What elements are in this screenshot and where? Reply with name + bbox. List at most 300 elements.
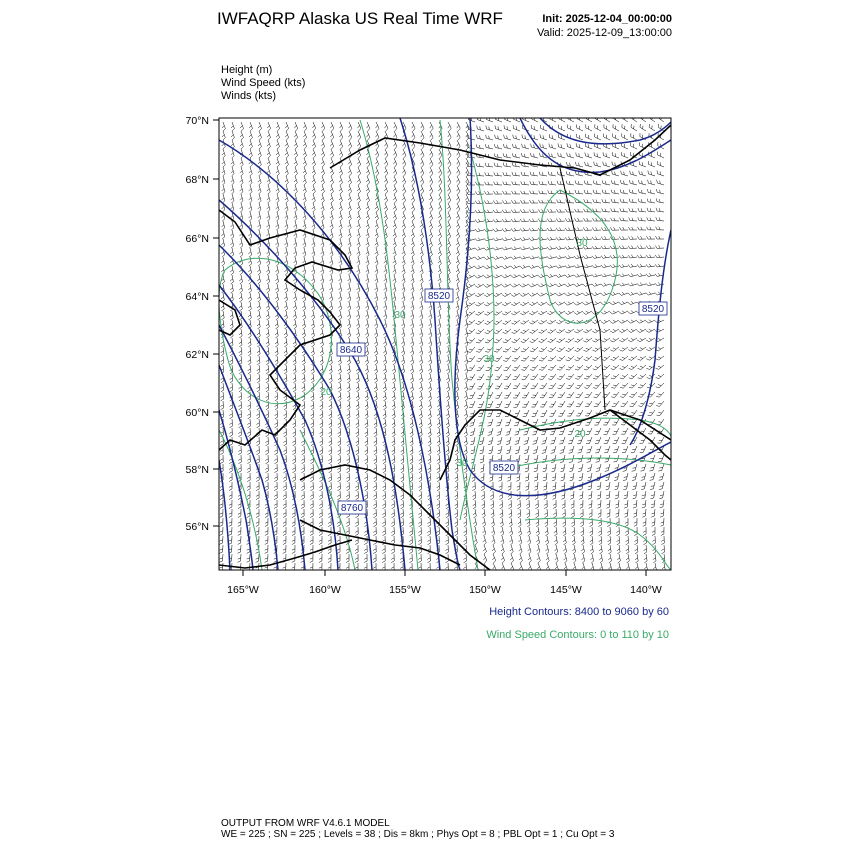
wind-barb — [421, 167, 424, 176]
wind-barb — [565, 255, 574, 258]
wind-barb — [547, 311, 556, 315]
wind-barb — [556, 293, 565, 296]
wind-barb — [402, 230, 405, 239]
wind-barb — [568, 428, 574, 435]
wind-barb — [383, 482, 386, 491]
wind-barb — [321, 203, 324, 212]
init-time: Init: 2025-12-04_00:00:00 — [542, 13, 672, 25]
wind-barb — [337, 545, 340, 554]
wind-barb — [661, 527, 664, 536]
wind-barb — [302, 302, 305, 311]
wind-barb — [598, 527, 601, 536]
wind-barb — [275, 266, 278, 275]
wind-barb — [620, 365, 628, 370]
wind-barb — [275, 338, 278, 347]
coastline-aleutians — [219, 540, 352, 568]
wind-barb — [473, 500, 476, 509]
wind-barb — [311, 347, 314, 356]
wind-barb — [365, 329, 368, 338]
wind-barb — [338, 428, 341, 437]
wind-barb — [511, 265, 520, 268]
wind-barb — [615, 491, 619, 499]
wind-barb — [650, 473, 655, 480]
wind-barb — [392, 455, 395, 464]
wind-barb — [620, 374, 628, 379]
wind-barb — [337, 482, 340, 491]
wind-barb — [597, 491, 601, 499]
wind-barb — [265, 473, 268, 482]
wind-barb — [557, 338, 566, 343]
wind-barb — [357, 293, 360, 302]
wind-barb — [357, 230, 360, 239]
wind-barb — [356, 437, 359, 446]
wind-barb — [294, 158, 297, 167]
wind-barb — [220, 392, 223, 401]
wind-barb — [239, 329, 242, 338]
wind-barb — [620, 218, 628, 221]
wind-barb — [348, 176, 351, 185]
wind-barb — [383, 464, 386, 473]
wind-barb — [302, 311, 305, 320]
wind-barb — [347, 446, 350, 455]
wind-barb — [364, 536, 367, 545]
wind-barb — [267, 149, 270, 158]
wind-barb — [648, 171, 655, 177]
wind-barb — [355, 554, 358, 563]
wind-barb — [565, 218, 574, 221]
wind-barb — [448, 176, 451, 185]
wind-barb — [557, 356, 565, 361]
wind-barb — [601, 311, 610, 314]
wind-barb — [609, 563, 612, 572]
wind-barb — [312, 203, 315, 212]
wind-barb — [570, 491, 574, 499]
wind-barb — [321, 185, 324, 194]
wind-barb — [610, 311, 619, 314]
wind-barb — [576, 401, 583, 407]
wind-barb — [438, 257, 441, 266]
wind-barb — [592, 255, 601, 258]
wind-barb — [294, 221, 297, 230]
wind-barb — [357, 176, 360, 185]
wind-barb — [310, 509, 313, 518]
wind-barb — [365, 437, 368, 446]
wind-barb — [348, 167, 351, 176]
wind-barb — [659, 473, 664, 480]
wind-barb — [574, 227, 583, 230]
wind-barb — [530, 365, 538, 370]
wind-barb — [653, 554, 656, 563]
wind-barb — [612, 152, 619, 158]
wind-barb — [526, 482, 529, 490]
wind-barb — [518, 518, 521, 527]
wind-barb — [610, 338, 619, 342]
wind-barb — [391, 536, 394, 545]
wind-barb — [312, 194, 315, 203]
wind-barb — [266, 302, 269, 311]
wind-barb — [492, 545, 495, 554]
wind-barb — [284, 347, 287, 356]
wind-barb — [302, 338, 305, 347]
wind-barb — [428, 410, 431, 419]
wind-barb — [401, 383, 404, 392]
wind-barb — [293, 383, 296, 392]
wind-barb — [487, 410, 493, 417]
wind-barb — [480, 446, 484, 454]
wind-barb — [385, 140, 388, 149]
wind-barb — [593, 209, 601, 212]
wind-barb — [276, 221, 279, 230]
wind-barb — [530, 329, 539, 333]
wind-barb — [238, 428, 241, 437]
wind-barb — [230, 239, 233, 248]
wind-barb — [540, 401, 547, 407]
wind-barb — [619, 292, 628, 295]
wind-barb — [276, 122, 279, 131]
wind-barb — [555, 545, 558, 554]
wind-barb — [618, 563, 621, 572]
wind-barb — [428, 437, 431, 446]
wind-barb — [557, 209, 566, 212]
wind-barb — [529, 209, 538, 212]
wind-barb — [613, 124, 619, 131]
wind-barb — [646, 338, 655, 342]
wind-barb — [565, 228, 574, 231]
wind-barb — [447, 230, 450, 239]
wind-barb — [527, 509, 530, 518]
wind-barb — [531, 383, 538, 389]
wind-barb — [624, 491, 628, 499]
wind-barb — [573, 563, 576, 572]
wind-barb — [649, 464, 655, 471]
wind-barb — [238, 545, 242, 553]
wind-barb — [448, 149, 451, 158]
wind-barb — [229, 419, 232, 428]
wind-barb — [319, 554, 322, 563]
wind-barb — [555, 563, 558, 572]
wind-barb — [496, 401, 502, 407]
wind-barb — [504, 135, 511, 140]
wind-barb — [265, 518, 268, 527]
wind-barb — [522, 392, 529, 398]
wind-barb — [465, 365, 468, 374]
wind-barb — [285, 212, 288, 221]
wind-barb — [437, 500, 440, 509]
wind-barb — [220, 509, 223, 517]
wind-barb — [321, 167, 324, 176]
lat-label: 60°N — [185, 407, 209, 419]
wind-barb — [644, 545, 647, 554]
wind-barb — [328, 455, 331, 464]
wind-barb — [366, 167, 369, 176]
wind-barb — [490, 491, 493, 500]
wind-barb — [421, 149, 425, 158]
wind-barb — [501, 536, 504, 545]
wind-barb — [465, 329, 468, 338]
wind-barb — [303, 149, 306, 158]
wind-barb — [374, 320, 377, 329]
wind-barb — [338, 311, 341, 320]
wind-barb — [303, 248, 306, 257]
wind-barb — [266, 257, 269, 266]
wind-barb — [375, 149, 379, 158]
wind-barb — [348, 284, 351, 293]
wind-barb — [483, 545, 486, 554]
wind-barb — [648, 161, 655, 167]
wind-barb — [392, 428, 395, 437]
wind-barb — [488, 437, 493, 445]
wind-barb — [294, 122, 297, 131]
wind-barb — [238, 464, 241, 473]
wind-barb — [535, 482, 539, 490]
wind-barb — [611, 365, 619, 370]
wind-barb — [392, 383, 395, 392]
wind-barb — [238, 455, 241, 464]
wind-barb — [275, 329, 278, 338]
wind-barb — [494, 154, 502, 159]
wind-barb — [356, 401, 359, 410]
wind-speed-contour-label: 30 — [456, 458, 468, 469]
wind-barb — [568, 125, 574, 131]
wind-barb — [330, 176, 334, 185]
wind-barb — [301, 455, 304, 464]
wind-barb — [574, 293, 583, 296]
wind-barb — [438, 239, 441, 248]
wind-barb — [603, 152, 610, 158]
wind-barb — [222, 131, 225, 140]
wind-barb — [267, 203, 270, 212]
wind-barb — [311, 374, 314, 383]
wind-barb — [456, 203, 460, 212]
wind-barb — [294, 203, 297, 212]
wind-barb — [256, 518, 259, 527]
wind-barb — [521, 365, 529, 370]
wind-barb — [494, 356, 502, 361]
wind-barb — [558, 410, 565, 416]
wind-barb — [529, 219, 538, 222]
wind-barb — [539, 329, 548, 333]
wind-barb — [230, 266, 233, 275]
wind-barb — [512, 329, 520, 334]
wind-barb — [418, 536, 421, 545]
wind-barb — [489, 446, 494, 454]
wind-barb — [357, 302, 360, 311]
wind-barb — [221, 257, 224, 266]
wind-barb — [540, 392, 547, 398]
wind-barb — [419, 464, 422, 473]
wind-barb — [486, 135, 493, 140]
wind-speed-contour — [520, 418, 671, 436]
wind-barb — [356, 419, 359, 428]
wind-barb — [240, 176, 243, 185]
wind-barb — [538, 320, 547, 324]
wind-barb — [403, 149, 406, 158]
wind-barb — [463, 536, 466, 545]
wind-barb — [382, 545, 385, 554]
wind-barb — [652, 527, 655, 536]
wind-barb — [374, 356, 377, 365]
wind-barb — [258, 158, 261, 167]
wind-barb — [374, 428, 377, 437]
wind-barb — [484, 256, 493, 259]
wind-barb — [366, 194, 369, 203]
wind-barb — [522, 401, 529, 407]
wind-barb — [294, 149, 297, 158]
wind-barb — [584, 190, 592, 194]
wind-barb — [520, 256, 529, 259]
wind-barb — [574, 302, 583, 306]
wind-barb — [292, 527, 295, 536]
wind-barb — [501, 554, 504, 563]
wind-barb — [239, 275, 242, 284]
wind-barb — [293, 419, 296, 428]
wind-barb — [486, 374, 493, 380]
wind-barb — [438, 185, 441, 194]
wind-barb — [474, 536, 477, 545]
wind-barb — [302, 401, 305, 410]
wind-barb — [628, 301, 637, 304]
wind-barb — [522, 144, 529, 149]
wind-barb — [439, 158, 443, 167]
wind-barb — [547, 246, 556, 249]
wind-barb — [602, 190, 610, 194]
wind-barb — [518, 509, 521, 518]
wind-barb — [565, 293, 574, 296]
wind-barb — [238, 446, 241, 455]
wind-barb — [231, 176, 234, 185]
wind-barb — [527, 527, 530, 536]
wind-barb — [601, 264, 610, 267]
wind-barb — [613, 437, 619, 444]
wind-barb — [356, 428, 359, 437]
wind-barb — [258, 221, 261, 230]
wind-barb — [484, 293, 493, 297]
wind-barb — [455, 518, 458, 527]
wind-barb — [248, 311, 251, 320]
wind-barb — [520, 274, 529, 278]
lon-label: 150°W — [469, 584, 501, 596]
wind-barb — [477, 126, 484, 131]
height-contour — [219, 460, 230, 570]
wind-barb — [265, 536, 268, 544]
wind-barb — [229, 473, 232, 482]
wind-barb — [283, 536, 286, 545]
wind-barb — [476, 163, 484, 167]
wind-barb — [374, 437, 377, 446]
wind-barb — [448, 167, 451, 176]
wind-barb — [321, 140, 324, 149]
wind-barb — [320, 437, 323, 446]
wind-barb — [547, 265, 556, 268]
wind-barb — [558, 383, 566, 389]
wind-barb — [420, 329, 423, 338]
wind-barb — [276, 185, 279, 194]
wind-barb — [615, 500, 619, 508]
wind-barb — [554, 527, 557, 536]
wind-barb — [229, 410, 232, 419]
wind-barb — [557, 200, 565, 203]
wind-barb — [561, 473, 565, 481]
wind-speed-contour-label: 30 — [394, 310, 406, 321]
wind-barb — [221, 239, 224, 248]
wind-barb — [429, 212, 432, 221]
wind-barb — [584, 356, 592, 361]
wind-barb — [365, 410, 368, 419]
height-contour — [455, 118, 671, 496]
wind-barb — [619, 301, 628, 304]
wind-barb — [495, 392, 502, 398]
wind-barb — [546, 563, 549, 572]
wind-barb — [559, 437, 565, 444]
wind-barb — [493, 219, 502, 222]
wind-barb — [491, 500, 494, 509]
wind-barb — [256, 509, 259, 518]
wind-barb — [619, 320, 628, 323]
wind-barb — [302, 383, 305, 392]
wind-barb — [475, 284, 484, 288]
wind-barb — [293, 356, 296, 365]
wind-barb — [411, 185, 414, 194]
wind-barb — [302, 374, 305, 383]
wind-barb — [656, 401, 664, 406]
wind-barb — [657, 189, 665, 194]
wind-barb — [493, 284, 502, 287]
wind-barb — [511, 228, 520, 231]
wind-barb — [646, 347, 655, 351]
wind-barb — [401, 428, 404, 437]
wind-barb — [319, 536, 322, 545]
wind-barb — [553, 500, 556, 509]
wind-barb — [643, 527, 646, 536]
wind-barb — [503, 338, 511, 343]
wind-barb — [446, 419, 449, 428]
wind-barb — [266, 275, 269, 284]
wind-barb — [592, 283, 601, 286]
wind-barb — [393, 176, 396, 185]
wind-barb — [222, 185, 225, 194]
wind-barb — [548, 190, 556, 194]
wind-barb — [392, 410, 395, 419]
wind-barb — [428, 365, 431, 374]
wind-barb — [338, 419, 341, 428]
wind-barb — [608, 536, 611, 545]
wind-barb — [393, 158, 396, 167]
wind-barb — [312, 140, 315, 149]
wind-barb — [348, 158, 351, 167]
wind-barb — [598, 500, 602, 508]
wind-barb — [265, 554, 268, 562]
wind-barb — [619, 274, 628, 277]
wind-barb — [565, 329, 574, 333]
wind-barb — [576, 392, 583, 398]
wind-barb — [320, 446, 323, 455]
wind-barb — [437, 446, 440, 455]
wind-barb — [445, 536, 448, 545]
wind-barb — [330, 257, 333, 266]
wind-barb — [373, 518, 376, 527]
wind-barb — [292, 545, 295, 553]
wind-barb — [312, 248, 315, 257]
wind-barb — [220, 527, 223, 535]
wind-barb — [595, 446, 601, 453]
wind-barb — [571, 509, 574, 518]
wind-barb — [638, 356, 647, 360]
wind-barb — [628, 246, 637, 249]
wind-barb — [312, 266, 315, 275]
wind-barb — [239, 239, 242, 248]
wind-barb — [319, 482, 322, 491]
wind-barb — [646, 264, 655, 267]
